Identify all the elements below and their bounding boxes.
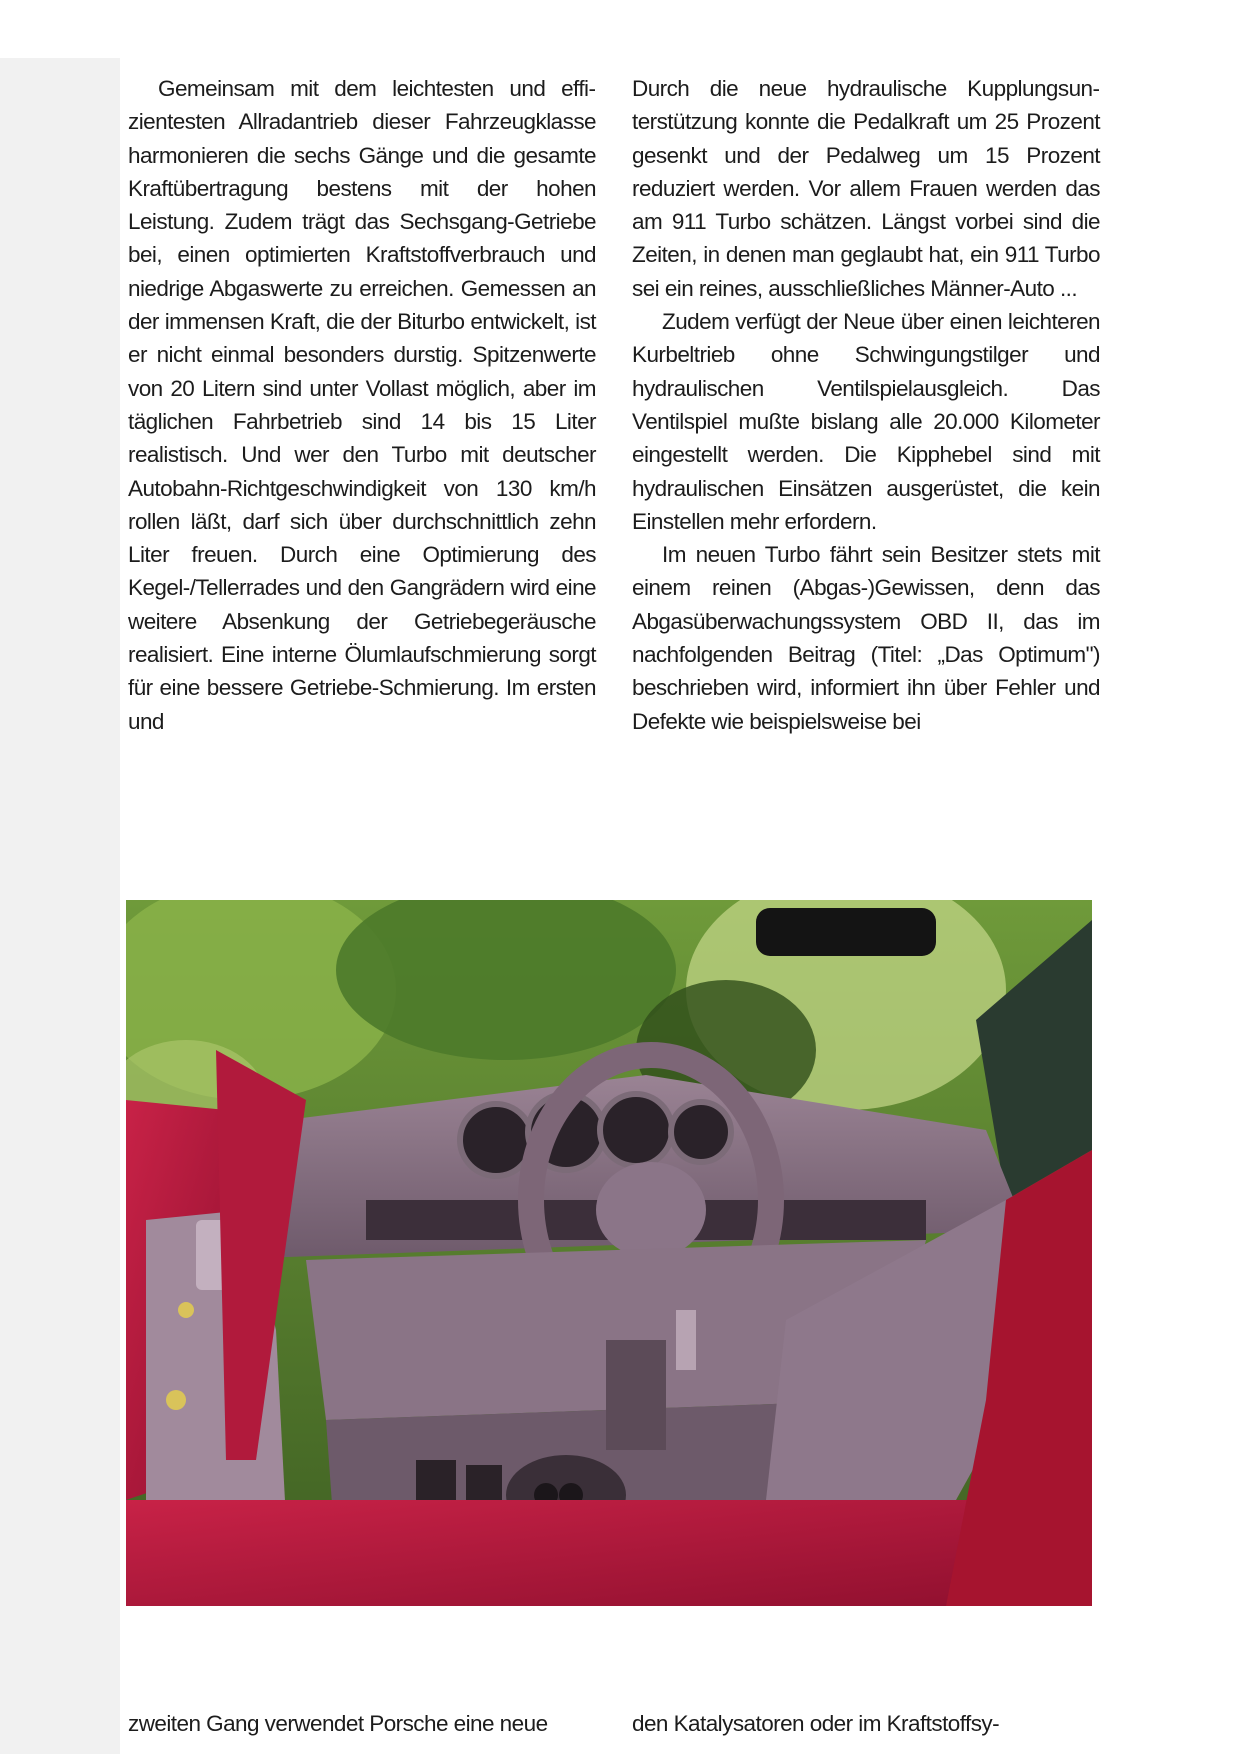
paragraph: den Katalysatoren oder im Kraftstoffsy-	[632, 1711, 1000, 1736]
text-column-left-bottom	[128, 1707, 596, 1740]
paragraph: Zudem verfügt der Neue über einen leichteren Kurbeltrieb ohne Schwingungstilger und hydraulischen Ventilspielausgleich. Das Ventilspiel mußte bislang alle 20.000 Kilometer eingestellt werden. Die Kipphebel sind mit hydraulischen Einsätzen ausgerüstet, die kein Einstellen mehr erfordern.	[632, 309, 1100, 534]
paragraph: Gemeinsam mit dem leichtesten und effizientesten Allradantrieb dieser Fahrzeugklasse harmonieren die sechs Gänge und die gesamte Kraftübertragung bestens mit der hohen Leistung. Zudem trägt das Sechsgang-Getriebe bei, einen optimierten Kraftstoffverbrauch und niedrige Abgaswerte zu erreichen. Gemessen an der immensen Kraft, die der Biturbo entwickelt, ist er nicht einmal besonders durstig. Spitzenwerte von 20 Litern sind unter Vollast möglich, aber im täglichen Fahrbetrieb sind 14 bis 15 Liter realistisch. Und wer den Turbo mit deutscher Autobahn-Richtgeschwindigkeit von 130 km/h rollen läßt, darf sich über durchschnittlich zehn Liter freuen. Durch eine Optimierung des Kegel-/Tellerrades und den Gangrädern wird eine weitere Absenkung der Getriebegeräusche realisiert. Eine interne Ölumlaufschmierung sorgt für eine bessere Getriebe-Schmierung. Im ersten und	[128, 76, 596, 734]
text-column-right-top	[632, 72, 1100, 738]
text-column-left-top	[128, 72, 596, 738]
text-column-right-bottom	[632, 1707, 1100, 1740]
car-interior-photo	[126, 900, 1092, 1606]
page-left-gutter	[0, 58, 120, 1754]
paragraph: Im neuen Turbo fährt sein Besitzer stets mit einem reinen (Abgas-)Gewissen, denn das Abgasüberwachungssystem OBD II, das im nachfolgenden Beitrag (Titel: „Das Optimum") beschrieben wird, informiert ihn über Fehler und Defekte wie beispielsweise bei	[632, 542, 1100, 734]
paragraph: zweiten Gang verwendet Porsche eine neue	[128, 1711, 548, 1736]
car-interior-open-door-icon	[126, 900, 1092, 1606]
paragraph: Durch die neue hydraulische Kupplungsunterstützung konnte die Pedalkraft um 25 Prozent gesenkt und der Pedalweg um 15 Prozent reduziert werden. Vor allem Frauen werden das am 911 Turbo schätzen. Längst vorbei sind die Zeiten, in denen man geglaubt hat, ein 911 Turbo sei ein reines, ausschließliches Männer-Auto ...	[632, 76, 1100, 301]
